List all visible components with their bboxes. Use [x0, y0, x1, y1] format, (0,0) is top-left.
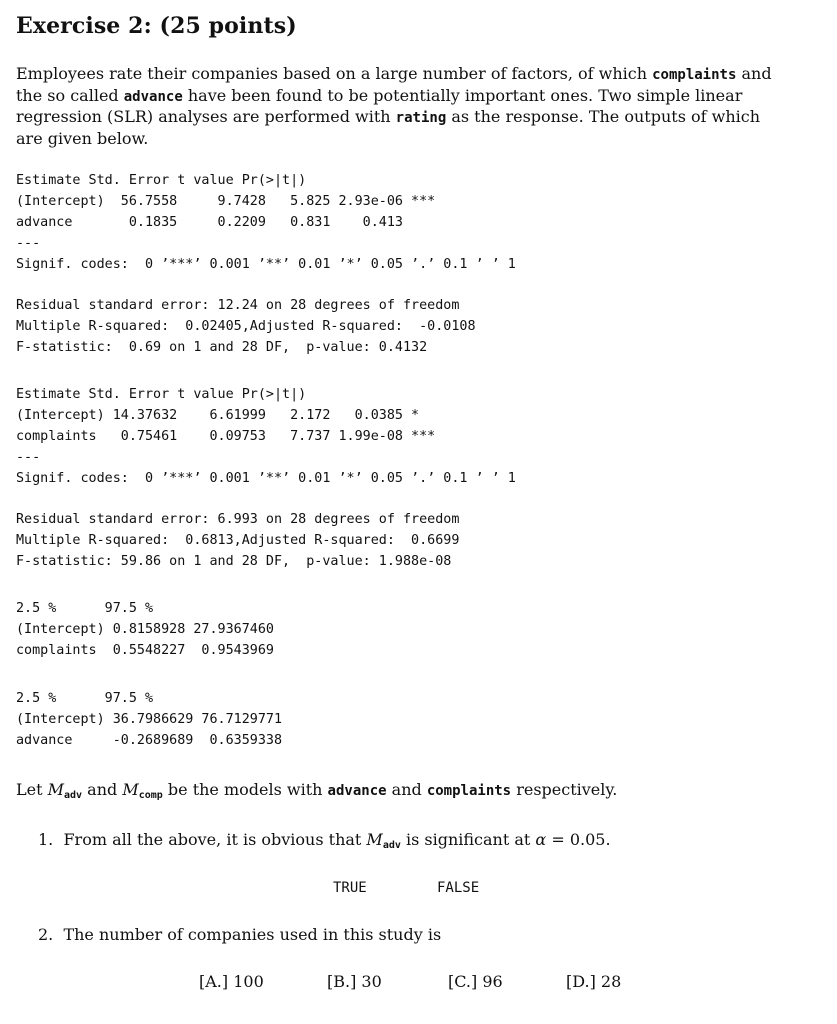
let-text-3: be the models with [162, 780, 328, 799]
code-advance-2: advance [327, 783, 387, 799]
option-a[interactable]: [A.] 100 [199, 972, 264, 991]
option-c[interactable]: [C.] 96 [448, 972, 503, 991]
exercise-title: Exercise 2: (25 points) [16, 13, 297, 39]
option-true[interactable]: TRUE [333, 880, 367, 896]
question-1 [38, 830, 611, 851]
subscript-adv: adv [64, 790, 83, 801]
intro-text-1: Employees rate their companies based on a large number of factors, of which [16, 64, 653, 83]
regression-output-advance: Estimate Std. Error t value Pr(>|t|) (Intercept) 56.7558 9.7428 5.825 2.93e-06 *** advance 0.1835 0.2209 0.831 0.413 --- Signif. codes: 0 ’***’ 0.001 ’**’ 0.01 ’*’ 0.05 ’.’ 0.1 ’ ’ 1 Residual standard error: 12.24 on 28 degrees of freedom Multiple R-squared: 0.02405,Adjusted R-squared: -0.0108 F-statistic: 0.69 on 1 and 28 DF, p-value: 0.4132 [16, 173, 516, 356]
code-advance: advance [123, 88, 183, 105]
math-m-comp: M [122, 780, 139, 799]
confint-output-advance: 2.5 % 97.5 % (Intercept) 36.7986629 76.7129771 advance -0.2689689 0.6359338 [16, 691, 283, 748]
question-1-text-1: From all the above, it is obvious that [63, 830, 367, 849]
regression-output-complaints: Estimate Std. Error t value Pr(>|t|) (Intercept) 14.37632 6.61999 2.172 0.0385 * complaints 0.75461 0.09753 7.737 1.99e-08 *** --- Signif. codes: 0 ’***’ 0.001 ’**’ 0.01 ’*’ 0.05 ’.’ 0.1 ’ ’ 1 Residual standard error: 6.993 on 28 degrees of freedom Multiple R-squared: 0.6813,Adjusted R-squared: 0.6699 F-statistic: 59.86 on 1 and 28 DF, p-value: 1.988e-08 [16, 387, 516, 570]
option-b[interactable]: [B.] 30 [327, 972, 382, 991]
question-2 [38, 925, 441, 944]
math-alpha: α [535, 830, 547, 849]
let-text-1: Let [16, 780, 48, 799]
question-1-text-3: = 0.05. [546, 830, 611, 849]
intro-text-2: and the so called [16, 64, 772, 105]
let-text-2: and [82, 780, 123, 799]
subscript-adv-q1: adv [382, 840, 401, 851]
question-2-text: The number of companies used in this study is [63, 925, 442, 944]
math-m-adv: M [47, 780, 64, 799]
code-complaints: complaints [652, 67, 737, 83]
subscript-comp: comp [138, 790, 163, 801]
model-definition [16, 780, 617, 801]
intro-text-3: have been found to be potentially important ones. Two simple linear regression (SLR) analyses are performed with [16, 85, 743, 126]
option-d[interactable]: [D.] 28 [566, 972, 622, 991]
question-1-number: 1. [38, 830, 54, 849]
math-m-adv-q1: M [366, 830, 383, 849]
intro-paragraph [16, 64, 776, 149]
intro-text-4: as the response. The outputs of which are given below. [16, 107, 761, 148]
let-text-5: respectively. [511, 780, 618, 799]
code-rating: rating [395, 110, 447, 126]
code-complaints-2: complaints [426, 783, 512, 799]
question-2-number: 2. [38, 925, 54, 944]
confint-output-complaints: 2.5 % 97.5 % (Intercept) 0.8158928 27.9367460 complaints 0.5548227 0.9543969 [16, 601, 274, 658]
question-1-text-2: is significant at [400, 830, 536, 849]
let-text-4: and [386, 780, 427, 799]
option-false[interactable]: FALSE [437, 880, 480, 896]
